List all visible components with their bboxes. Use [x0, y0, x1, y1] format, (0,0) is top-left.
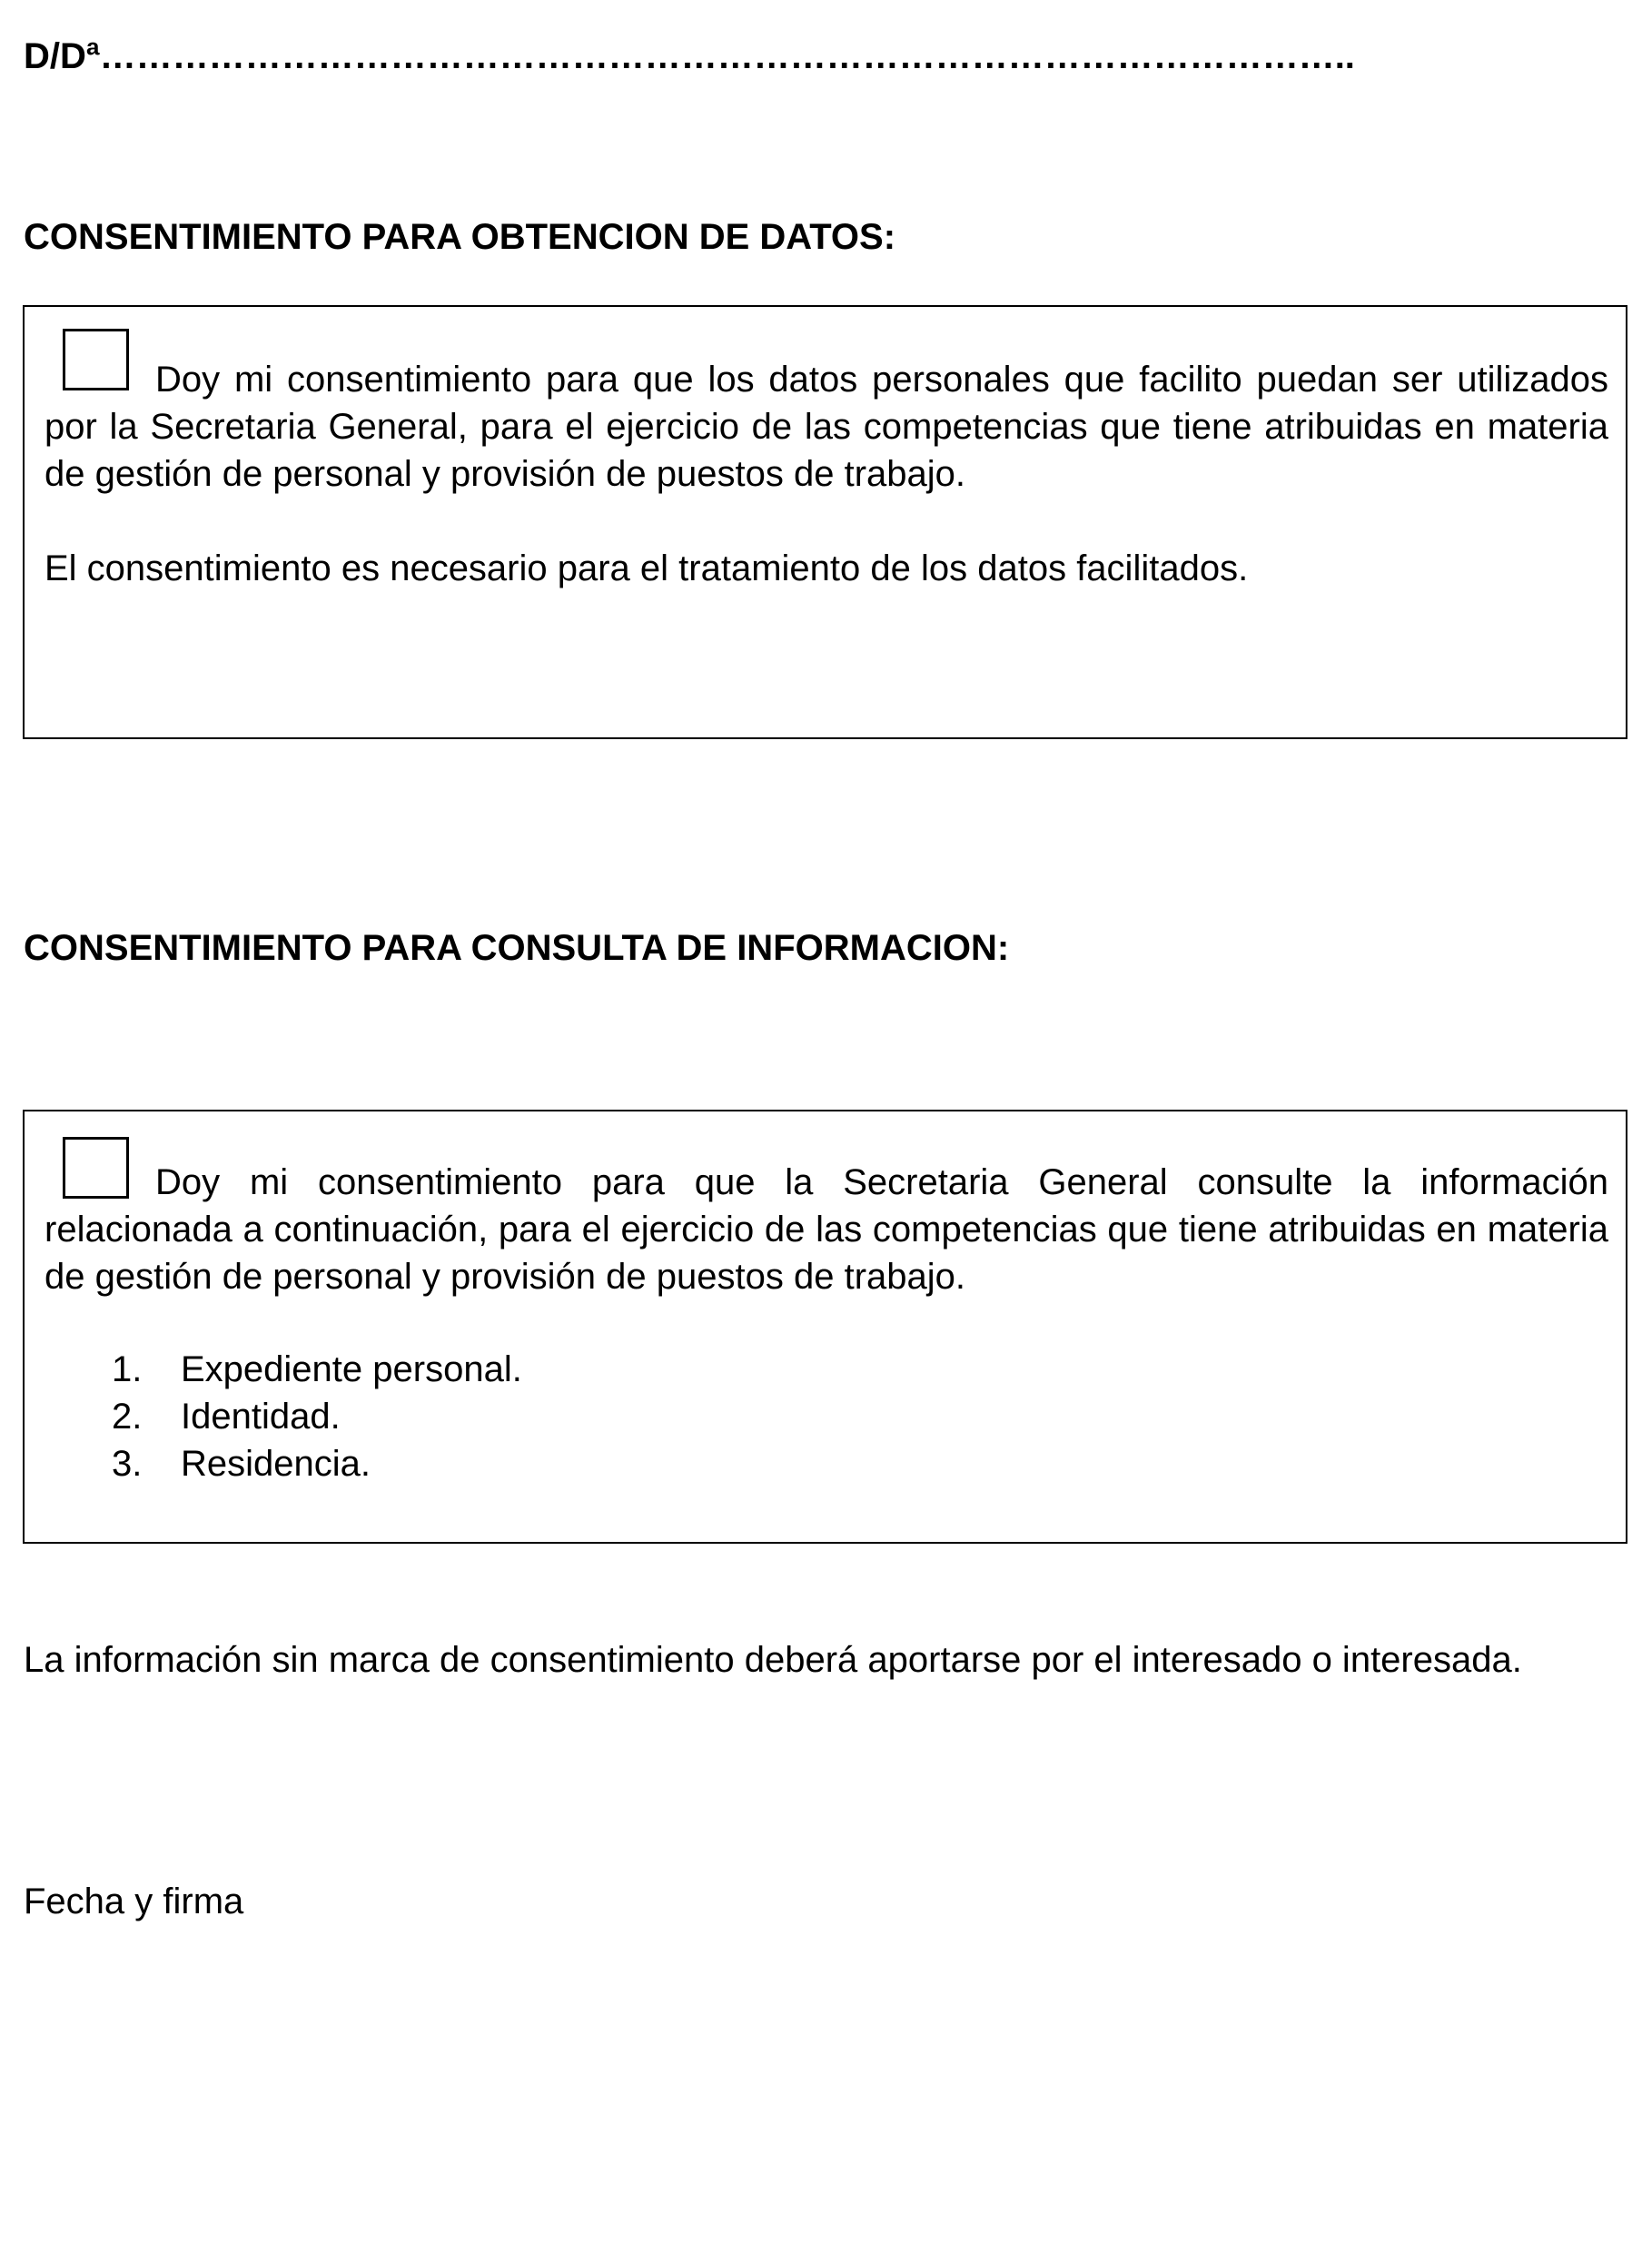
list-item-number: 2.: [112, 1397, 143, 1437]
list-item-label: Identidad.: [181, 1397, 341, 1437]
list-item: [112, 1393, 522, 1440]
consent-statement: Doy mi consentimiento para que la Secretaria General consulte la información relacionada a continuación, para el ejercicio de las competencias que tiene atribuidas en materia de gestión de personal y provisión de puestos de trabajo.: [45, 1162, 1608, 1297]
consent-statement: Doy mi consentimiento para que los datos personales que facilito puedan ser utilizados por la Secretaria General, para el ejercicio de las competencias que tiene atribuidas en materia de gestión de personal y provisión de puestos de trabajo.: [45, 360, 1608, 494]
list-item-number: 1.: [112, 1349, 143, 1389]
date-signature-label: Fecha y firma: [24, 1882, 244, 1921]
list-item-label: Expediente personal.: [181, 1349, 522, 1389]
list-item: [112, 1440, 522, 1487]
section-title-data-collection: CONSENTIMIENTO PARA OBTENCION DE DATOS:: [24, 217, 896, 257]
information-items-list: [112, 1346, 522, 1487]
consent-required-note: El consentimiento es necesario para el tratamiento de los datos facilitados.: [45, 548, 1249, 588]
list-item: [112, 1346, 522, 1393]
list-item-label: Residencia.: [181, 1444, 371, 1484]
consent-text-data-collection: [45, 356, 1608, 498]
section-title-information-query: CONSENTIMIENTO PARA CONSULTA DE INFORMACION:: [24, 928, 1010, 968]
missing-consent-notice: La información sin marca de consentimiento deberá aportarse por el interesado o interesada.: [24, 1640, 1522, 1680]
consent-text-information-query: [45, 1159, 1608, 1300]
consent-box-information-query: [23, 1110, 1627, 1544]
name-fill-line[interactable]: D/Dª…………………………………………………………………………………………..: [24, 36, 1355, 76]
list-item-number: 3.: [112, 1444, 143, 1484]
consent-box-data-collection: [23, 305, 1627, 739]
